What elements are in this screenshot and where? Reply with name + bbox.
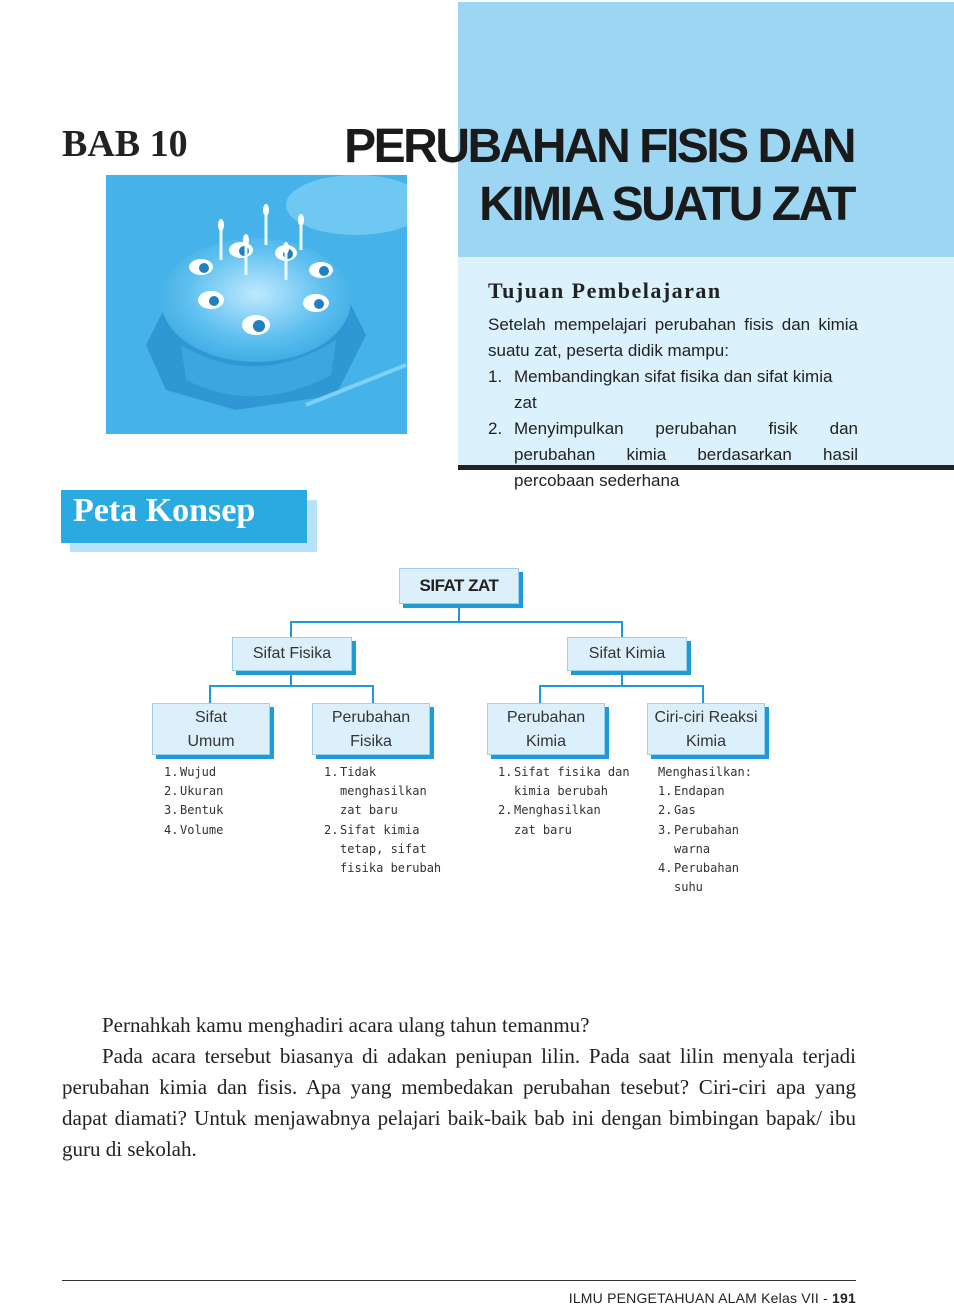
node-perubahan-fisika — [312, 703, 430, 755]
node-sifat-zat: SIFAT ZAT — [399, 568, 519, 604]
connector-line — [702, 685, 704, 703]
chapter-title-line2: KIMIA SUATU ZAT — [479, 178, 854, 231]
list-perubahan-kimia — [498, 763, 630, 840]
footer-subject: ILMU PENGETAHUAN ALAM — [568, 1290, 758, 1306]
list-text: zat baru — [514, 822, 572, 837]
list-text: Ukuran — [180, 784, 224, 799]
connector-line — [621, 621, 623, 637]
node-label-line: Perubahan — [331, 709, 411, 726]
chapter-number: BAB 10 — [62, 123, 188, 165]
paragraph: Pada acara tersebut biasanya di adakan peniupan lilin. Pada saat lilin menyala terjadi perubahan kimia dan fisis. Apa yang membedakan perubahan tesebut? Ciri-ciri apa yang dapat diamati? Untuk menjawabnya pelajari baik-baik bab ini dengan bimbingan bapak/ ibu guru di sekolah. — [62, 1044, 856, 1161]
list-text: zat baru — [340, 803, 398, 818]
list-item — [498, 763, 630, 801]
learning-objectives — [488, 278, 858, 494]
paragraph: Pernahkah kamu menghadiri acara ulang tahun temanmu? — [102, 1013, 590, 1037]
footer-separator: - — [823, 1290, 828, 1306]
node-sifat-fisika: Sifat Fisika — [232, 637, 352, 671]
list-item — [164, 782, 223, 801]
objective-item — [488, 364, 858, 416]
list-item — [164, 763, 223, 782]
node-ciri-reaksi-kimia — [647, 703, 765, 755]
list-text: kimia berubah — [514, 784, 608, 799]
list-sifat-umum — [164, 763, 223, 840]
list-text: tetap, sifat — [340, 841, 427, 856]
list-perubahan-fisika — [324, 763, 441, 878]
list-item — [164, 801, 223, 820]
birthday-cake-photo — [106, 175, 407, 434]
list-text: Sifat fisika dan — [514, 765, 630, 779]
node-label-line: Kimia — [525, 733, 566, 750]
list-text: Bentuk — [180, 803, 224, 818]
list-text: warna — [674, 841, 711, 856]
list-number: 1. — [164, 765, 179, 779]
node-label-line: Sifat — [194, 709, 227, 726]
list-number: 1. — [498, 765, 513, 779]
objective-text: Membandingkan sifat fisika dan sifat kimia zat — [514, 367, 833, 412]
list-number: 2. — [324, 822, 339, 837]
list-number: 4. — [658, 861, 673, 876]
list-item — [658, 782, 752, 801]
node-label-line: Ciri-ciri Reaksi — [654, 709, 758, 726]
list-text: Volume — [180, 822, 224, 837]
connector-line — [290, 621, 292, 637]
objective-item — [488, 416, 858, 494]
connector-line — [372, 685, 374, 703]
node-sifat-kimia: Sifat Kimia — [567, 637, 687, 671]
page-number: 191 — [832, 1290, 856, 1306]
intro-text — [62, 1010, 856, 1165]
node-label-line: Fisika — [350, 733, 392, 750]
list-text: Sifat kimia — [340, 822, 420, 837]
list-number: 1. — [324, 765, 339, 779]
list-text: Perubahan — [674, 861, 740, 876]
objective-text: Menyimpulkan perubahan fisik dan perubahan kimia berdasarkan hasil percobaan sederhana — [514, 419, 858, 490]
node-perubahan-kimia — [487, 703, 605, 755]
objectives-heading: Tujuan Pembelajaran — [488, 278, 722, 303]
list-text: Perubahan — [674, 822, 740, 837]
list-text: Menghasilkan — [514, 803, 601, 818]
list-number: 2. — [658, 803, 673, 818]
list-item — [658, 801, 752, 820]
list-text: fisika berubah — [340, 861, 442, 876]
connector-line — [458, 604, 460, 622]
connector-line — [621, 670, 623, 686]
node-label-line: Kimia — [685, 733, 726, 750]
list-ciri-reaksi-kimia — [658, 763, 752, 897]
list-item — [164, 821, 223, 840]
footer-class: Kelas VII — [761, 1290, 819, 1306]
footer-rule — [62, 1280, 856, 1281]
objective-number: 2. — [488, 419, 503, 438]
list-number: 3. — [164, 803, 179, 818]
list-item — [324, 763, 441, 821]
connector-line — [209, 685, 211, 703]
list-text: Gas — [674, 803, 696, 818]
list-number: 3. — [658, 822, 673, 837]
list-text: menghasilkan — [340, 784, 427, 799]
list-item — [658, 821, 752, 859]
connector-line — [209, 685, 374, 687]
connector-line — [290, 670, 292, 686]
list-item — [324, 821, 441, 879]
node-label-line: Umum — [187, 733, 235, 750]
objectives-intro: Setelah mempelajari perubahan fisis dan kimia suatu zat, peserta didik mampu: — [488, 315, 858, 360]
list-number: 2. — [164, 784, 179, 799]
list-text: suhu — [674, 880, 703, 895]
list-number: 2. — [498, 803, 513, 818]
node-label-line: Perubahan — [506, 709, 586, 726]
chapter-title-line1: PERUBAHAN FISIS DAN — [344, 120, 854, 173]
list-item — [498, 801, 630, 839]
concept-map-heading: Peta Konsep — [73, 492, 256, 529]
list-item — [658, 859, 752, 897]
list-number: 4. — [164, 822, 179, 837]
objective-number: 1. — [488, 367, 503, 386]
connector-line — [290, 621, 623, 623]
connector-line — [539, 685, 704, 687]
list-text: Endapan — [674, 784, 725, 799]
node-sifat-umum — [152, 703, 270, 755]
cake-illustration — [106, 175, 407, 434]
list-text: Wujud — [180, 765, 217, 779]
list-text: Tidak — [340, 765, 377, 779]
page-footer — [569, 1290, 856, 1306]
list-intro: Menghasilkan: — [658, 765, 752, 779]
list-number: 1. — [658, 784, 673, 799]
connector-line — [539, 685, 541, 703]
